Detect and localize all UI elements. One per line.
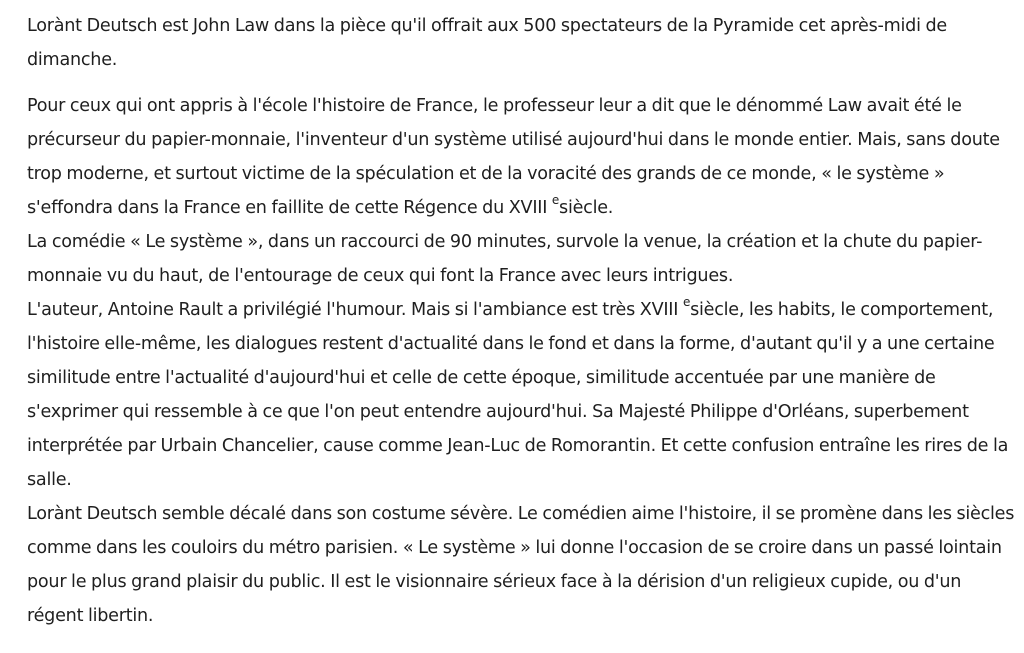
paragraph-text: Lorànt Deutsch semble décalé dans son costume sévère. Le comédien aime l'histoire, il se promène dans les siècles comme dans les couloirs du métro parisien. « Le système » lui donne l'occasion de se croire dans un passé lointain pour le plus grand plaisir du public. Il est le visionnaire sérieux face à la dérision d'un religieux cupide, ou d'un régent libertin. (27, 504, 1015, 626)
paragraph-text: La comédie « Le système », dans un raccourci de 90 minutes, survole la venue, la création et la chute du papier-monnaie vu du haut, de l'entourage de ceux qui font la France avec leurs intrigues. (27, 232, 983, 286)
superscript-e: e (682, 295, 691, 309)
paragraph-text: Pour ceux qui ont appris à l'école l'histoire de France, le professeur leur a dit que le dénommé Law avait été le précurseur du papier-monnaie, l'inventeur d'un système utilisé aujourd'hui dans le monde entier. Mais, sans doute trop moderne, et surtout victime de la spéculation et de la voracité des grands de ce monde, « le système » s'effondra dans la France en faillite de cette Régence du XVIII (27, 96, 1000, 218)
main-paragraph (27, 89, 1019, 633)
paragraph-text: siècle, les habits, le comportement, l'histoire elle-même, les dialogues restent d'actualité dans le fond et dans la forme, d'autant qu'il y a une certaine similitude entre l'actualité d'aujourd'hui et celle de cette époque, similitude accentuée par une manière de s'exprimer qui ressemble à ce que l'on peut entendre aujourd'hui. Sa Majesté Philippe d'Orléans, superbement interprétée par Urbain Chancelier, cause comme Jean-Luc de Romorantin. Et cette confusion entraîne les rires de la salle. (27, 300, 1009, 490)
intro-paragraph: Lorànt Deutsch est John Law dans la pièce qu'il offrait aux 500 spectateurs de la Pyramide cet après-midi de dimanche. (27, 16, 947, 70)
article-body (27, 9, 1019, 633)
superscript-e: e (551, 193, 560, 207)
paragraph-text: siècle. (559, 198, 614, 218)
paragraph-text: L'auteur, Antoine Rault a privilégié l'humour. Mais si l'ambiance est très XVIII (27, 300, 683, 320)
